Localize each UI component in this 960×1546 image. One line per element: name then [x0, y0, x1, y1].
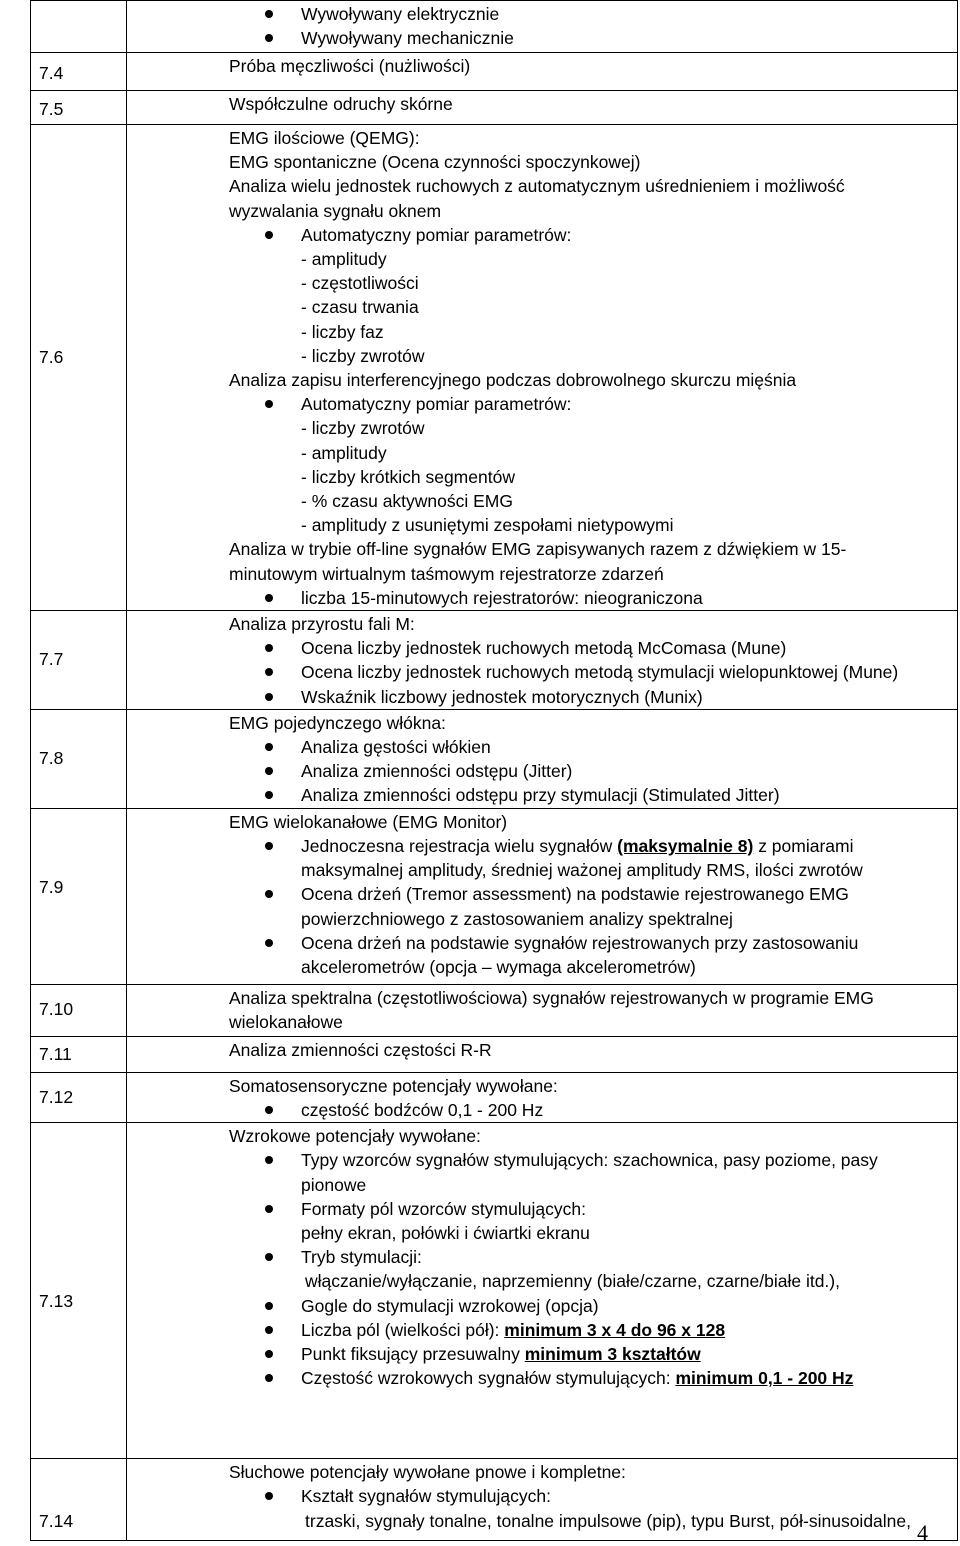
bullet-item [127, 1342, 957, 1366]
section-number: 7.4 [39, 63, 64, 83]
table-row [31, 1036, 958, 1072]
bullet-item: Gogle do stymulacji wzrokowej (opcja) [127, 1294, 957, 1318]
section-content-cell [127, 125, 958, 611]
section-number: 7.11 [39, 1043, 72, 1064]
indented-line: - amplitudy z usuniętymi zespołami nietypowymi [301, 515, 674, 536]
item-text: Punkt fiksujący przesuwalny [301, 1343, 525, 1364]
section-number-cell [31, 125, 127, 611]
table-row [31, 1459, 958, 1541]
section-number-cell [31, 984, 127, 1036]
section-number: 7.12 [39, 1086, 74, 1107]
bullet-item [127, 834, 957, 858]
section-number-cell [31, 53, 127, 91]
page-number: 4 [917, 1520, 928, 1545]
section-content-cell [127, 1072, 958, 1122]
bullet-item: Typy wzorców sygnałów stymulujących: szachownica, pasy poziome, pasy [127, 1148, 957, 1172]
bullet-item: Ocena liczby jednostek ruchowych metodą stymulacji wielopunktowej (Mune) [127, 660, 957, 684]
bullet-item: Wywoływany elektrycznie [127, 2, 957, 26]
text-line: Analiza wielu jednostek ruchowych z automatycznym uśrednieniem i możliwość [229, 176, 845, 197]
indented-line: włączanie/wyłączanie, naprzemienny (białe/czarne, czarne/białe itd.), [305, 1271, 840, 1292]
text-line: Somatosensoryczne potencjały wywołane: [229, 1075, 558, 1096]
bullet-item: Ocena drżeń na podstawie sygnałów rejestrowanych przy zastosowaniu [127, 931, 957, 955]
text-line: EMG ilościowe (QEMG): [229, 128, 420, 148]
section-number: 7.5 [39, 99, 64, 119]
bullet-item [127, 1366, 957, 1390]
section-number-cell [31, 1072, 127, 1122]
text-line: EMG pojedynczego włókna: [229, 712, 446, 733]
indented-line: maksymalnej amplitudy, średniej ważonej amplitudy RMS, ilości zwrotów [301, 860, 863, 881]
bullet-item: Wskaźnik liczbowy jednostek motorycznych (Munix) [127, 685, 957, 709]
table-row [31, 1, 958, 53]
indented-line: - amplitudy [301, 442, 387, 463]
bullet-item: liczba 15-minutowych rejestratorów: nieograniczona [127, 586, 957, 610]
indented-line: - częstotliwości [301, 273, 419, 294]
indented-line: - % czasu aktywności EMG [301, 491, 513, 512]
text-line: Współczulne odruchy skórne [229, 94, 453, 114]
section-number-cell [31, 1036, 127, 1072]
text-line: Analiza zapisu interferencyjnego podczas dobrowolnego skurczu mięśnia [229, 370, 797, 391]
section-content-cell [127, 984, 958, 1036]
indented-line: - czasu trwania [301, 297, 419, 318]
text-line: Analiza w trybie off-line sygnałów EMG zapisywanych razem z dźwiękiem w 15- [229, 539, 847, 560]
text-line: Próba męczliwości (nużliwości) [229, 56, 471, 76]
indented-line: pełny ekran, połówki i ćwiartki ekranu [301, 1222, 590, 1243]
indented-line: akcelerometrów (opcja – wymaga akcelerometrów) [301, 956, 696, 977]
indented-line: powierzchniowego z zastosowaniem analizy spektralnej [301, 908, 733, 929]
table-row [31, 984, 958, 1036]
indented-line: - liczby krótkich segmentów [301, 466, 515, 487]
bullet-item: Tryb stymulacji: [127, 1245, 957, 1269]
indented-line: - liczby zwrotów [301, 418, 425, 439]
section-number: 7.9 [39, 876, 64, 897]
bullet-item: Automatyczny pomiar parametrów: [127, 223, 957, 247]
bullet-item: Kształt sygnałów stymulujących: [127, 1484, 957, 1508]
table-row [31, 709, 958, 808]
indented-line: - liczby zwrotów [301, 345, 425, 366]
requirement-emphasis: minimum 3 x 4 do 96 x 128 [504, 1319, 726, 1340]
section-content-cell [127, 808, 958, 984]
bullet-item: Analiza gęstości włókien [127, 735, 957, 759]
section-number: 7.6 [39, 347, 64, 367]
bullet-item: częstość bodźców 0,1 - 200 Hz [127, 1098, 957, 1122]
text-line: Wzrokowe potencjały wywołane: [229, 1126, 481, 1147]
bullet-item: Ocena drżeń (Tremor assessment) na podstawie rejestrowanego EMG [127, 882, 957, 906]
section-number-cell [31, 1459, 127, 1541]
table-row [31, 1072, 958, 1122]
item-text-tail: z pomiarami [753, 835, 854, 856]
table-row [31, 808, 958, 984]
requirement-emphasis: minimum 0,1 - 200 Hz [675, 1368, 854, 1389]
text-line: wielokanałowe [229, 1011, 343, 1032]
text-line: EMG spontaniczne (Ocena czynności spoczynkowej) [229, 152, 641, 173]
indented-line: pionowe [301, 1174, 367, 1195]
indented-line: trzaski, sygnały tonalne, tonalne impulsowe (pip), typu Burst, pół-sinusoidalne, [305, 1510, 912, 1531]
section-content-cell [127, 611, 958, 710]
text-line: wyzwalania sygnału oknem [229, 200, 442, 221]
item-text: Liczba pól (wielkości pół): [301, 1319, 505, 1340]
bullet-item: Analiza zmienności odstępu przy stymulacji (Stimulated Jitter) [127, 783, 957, 807]
bullet-item: Ocena liczby jednostek ruchowych metodą McComasa (Mune) [127, 636, 957, 660]
table-row [31, 1123, 958, 1459]
table-row [31, 125, 958, 611]
bullet-item [127, 1318, 957, 1342]
section-number: 7.8 [39, 747, 64, 768]
indented-line: - liczby faz [301, 321, 384, 342]
table-row [31, 53, 958, 91]
specification-table [30, 0, 958, 1541]
section-number: 7.10 [39, 998, 74, 1019]
bullet-item: Analiza zmienności odstępu (Jitter) [127, 759, 957, 783]
section-content-cell [127, 91, 958, 125]
text-line: minutowym wirtualnym taśmowym rejestratorze zdarzeń [229, 563, 664, 584]
item-text: Częstość wzrokowych sygnałów stymulujących: [301, 1368, 676, 1389]
text-line: EMG wielokanałowe (EMG Monitor) [229, 811, 508, 832]
section-number-cell [31, 808, 127, 984]
requirement-emphasis: (maksymalnie 8) [617, 835, 754, 856]
section-number: 7.7 [39, 649, 64, 670]
section-number: 7.14 [39, 1511, 74, 1532]
section-content-cell [127, 709, 958, 808]
section-content-cell [127, 1459, 958, 1541]
text-line: Analiza zmienności częstości R-R [229, 1039, 492, 1060]
table-row [31, 611, 958, 710]
text-line: Analiza spektralna (częstotliwościowa) sygnałów rejestrowanych w programie EMG [229, 987, 874, 1008]
item-text: Jednoczesna rejestracja wielu sygnałów [301, 835, 618, 856]
section-number-cell [31, 1123, 127, 1459]
bullet-item: Automatyczny pomiar parametrów: [127, 392, 957, 416]
section-content-cell [127, 53, 958, 91]
section-number-cell [31, 709, 127, 808]
bullet-item: Wywoływany mechanicznie [127, 26, 957, 50]
section-content-cell [127, 1, 958, 53]
section-number-cell [31, 611, 127, 710]
section-content-cell [127, 1036, 958, 1072]
bullet-item: Formaty pól wzorców stymulujących: [127, 1197, 957, 1221]
table-row [31, 91, 958, 125]
indented-line: - amplitudy [301, 249, 387, 270]
text-line: Analiza przyrostu fali M: [229, 614, 415, 635]
section-number: 7.13 [39, 1291, 74, 1312]
section-content-cell [127, 1123, 958, 1459]
section-number-cell [31, 1, 127, 53]
requirement-emphasis: minimum 3 kształtów [524, 1343, 701, 1364]
section-number-cell [31, 91, 127, 125]
text-line: Słuchowe potencjały wywołane pnowe i kompletne: [229, 1462, 626, 1483]
